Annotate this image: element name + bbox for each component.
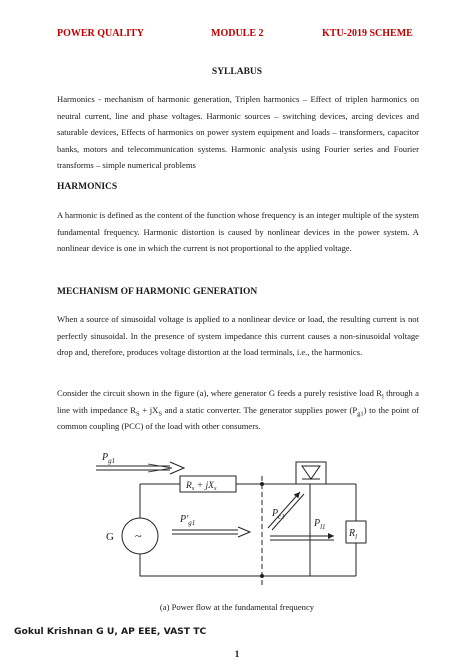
figure-caption: (a) Power flow at the fundamental frequency xyxy=(159,602,315,612)
page-header xyxy=(0,28,474,42)
syllabus-text: Harmonics - mechanism of harmonic generation, Triplen harmonics – Effect of triplen harmonics on neutral current, line and phase voltages. Harmonic sources – switching devices, arcing devices and saturable devices, Effects of harmonics on power system equipment and loads – transformers, capacitor banks, motors and telecommunication systems. Harmonic analysis using Fourier series and Fourier transforms – simple numerical problems xyxy=(57,94,419,170)
return-wire xyxy=(140,554,356,576)
harmonics-text: A harmonic is defined as the content of the function whose frequency is an integer multiple of the system fundamental frequency. Harmonic distortion is caused by nonlinear devices in the power system. A nonlinear device is one in which the current is not proportional to the applied voltage. xyxy=(57,210,419,253)
load-label: $R_l$ xyxy=(349,528,358,541)
p-prime-g1-label: $P'_{g1}$ xyxy=(180,514,196,527)
author-footer: Gokul Krishnan G U, AP EEE, VAST TC xyxy=(14,626,207,637)
header-module: MODULE 2 xyxy=(211,28,264,39)
generator-label: G xyxy=(106,531,114,543)
header-scheme: KTU-2019 SCHEME xyxy=(322,28,413,39)
pc1-label: $P_{c1}$ xyxy=(272,508,285,521)
harmonics-heading: HARMONICS xyxy=(57,182,118,192)
p-prime-g1-arrow xyxy=(172,527,250,537)
impedance-label: $R_s + jX_s$ xyxy=(186,481,217,492)
static-converter-box xyxy=(296,462,326,484)
syllabus-heading: SYLLABUS xyxy=(211,67,263,77)
header-subject: POWER QUALITY xyxy=(57,28,144,39)
mechanism-text: When a source of sinusoidal voltage is applied to a nonlinear device or load, the resulting current is not perfectly sinusoidal. In the presence of system impedance this current causes a non-sinusoidal voltage drop and, therefore, produces voltage distortion at the load terminals, i.e., the harmonics. xyxy=(57,314,419,357)
source-symbol: ~ xyxy=(135,529,142,543)
power-flow-circuit-diagram xyxy=(88,446,378,596)
pg1-label: $P_{g1}$ xyxy=(102,452,116,465)
circuit-description: Consider the circuit shown in the figure (a), where generator G feeds a purely resistive load $R_l$ through a line with impedance $R_S + jX_S$ and a static converter. The generator supplies power $(P_{g1})$ to the point of common coupling (PCC) of the load with other consumers. xyxy=(57,388,419,431)
mechanism-heading: MECHANISM OF HARMONIC GENERATION xyxy=(57,287,258,297)
pl1-label: $P_{l1}$ xyxy=(314,518,326,531)
page-number: 1 xyxy=(234,650,240,660)
